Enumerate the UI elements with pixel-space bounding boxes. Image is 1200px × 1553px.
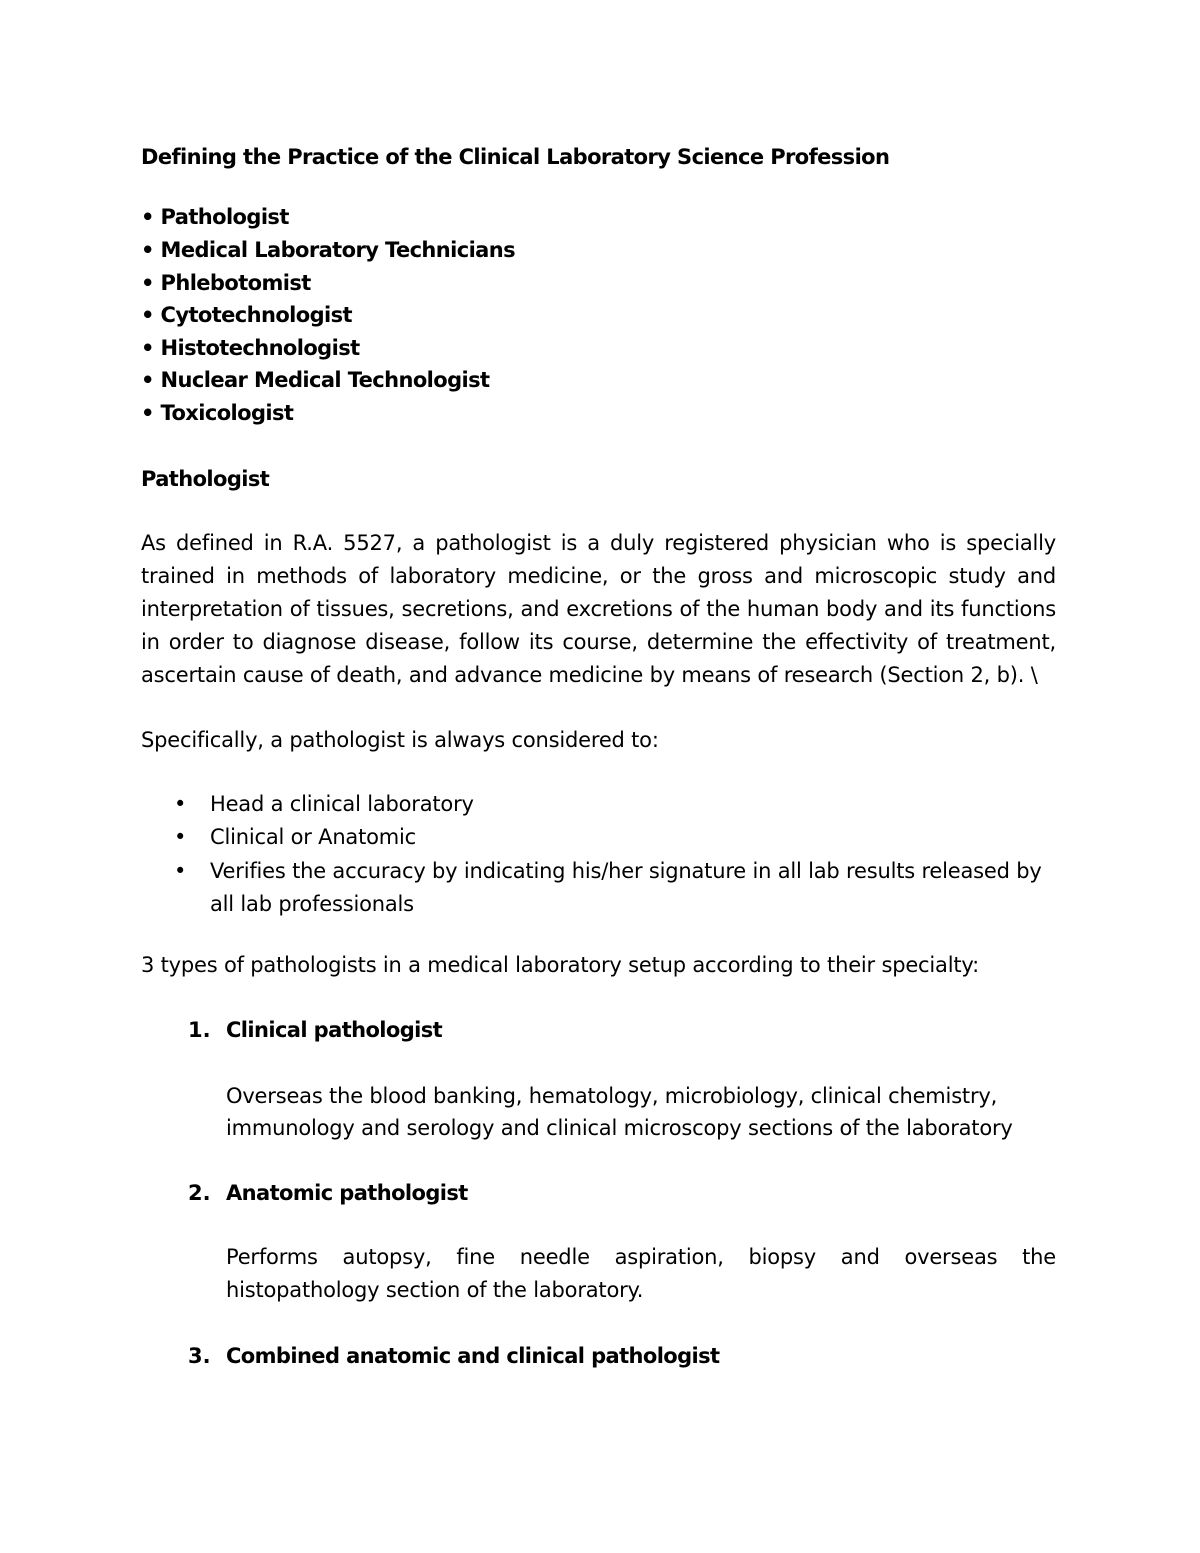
list-number: 3. [188, 1344, 211, 1368]
duty-item: Head a clinical laboratory [210, 792, 474, 816]
paragraph-line: in order to diagnose disease, follow its course, determine the effectivity of treatment, [141, 630, 1056, 654]
paragraph-line: ascertain cause of death, and advance medicine by means of research (Section 2, b). \ [141, 663, 1038, 687]
profession-item: • Pathologist [141, 205, 289, 229]
specifically-intro: Specifically, a pathologist is always considered to: [141, 728, 659, 752]
definition-paragraph [141, 527, 1056, 692]
duty-item: Verifies the accuracy by indicating his/her signature in all lab results released by [210, 859, 1042, 883]
profession-item: • Nuclear Medical Technologist [141, 368, 490, 392]
paragraph-line: trained in methods of laboratory medicine, or the gross and microscopic study and [141, 564, 1056, 588]
list-number: 1. [188, 1018, 211, 1042]
duty-item: Clinical or Anatomic [210, 825, 417, 849]
document-title: Defining the Practice of the Clinical Laboratory Science Profession [141, 145, 890, 169]
type-description-line: Overseas the blood banking, hematology, microbiology, clinical chemistry, [226, 1084, 998, 1108]
type-name: Clinical pathologist [226, 1018, 443, 1042]
bullet-icon: • [141, 303, 154, 327]
section-heading-pathologist: Pathologist [141, 467, 270, 491]
bullet-icon: • [174, 792, 187, 816]
paragraph-line: As defined in R.A. 5527, a pathologist is a duly registered physician who is specially [141, 531, 1056, 555]
duty-item-continued: all lab professionals [210, 892, 414, 916]
types-intro: 3 types of pathologists in a medical laboratory setup according to their specialty: [141, 953, 979, 977]
type-name: Combined anatomic and clinical pathologist [226, 1344, 720, 1368]
profession-item: • Histotechnologist [141, 336, 360, 360]
bullet-icon: • [174, 859, 187, 883]
type-description-line: immunology and serology and clinical microscopy sections of the laboratory [226, 1116, 1013, 1140]
bullet-icon: • [141, 205, 154, 229]
profession-item: • Phlebotomist [141, 271, 311, 295]
profession-item: • Medical Laboratory Technicians [141, 238, 515, 262]
profession-item: • Cytotechnologist [141, 303, 352, 327]
paragraph-line: interpretation of tissues, secretions, and excretions of the human body and its functions [141, 597, 1056, 621]
type-description-line: histopathology section of the laboratory. [226, 1278, 644, 1302]
type-description-line: Performs autopsy, fine needle aspiration, biopsy and overseas the [226, 1245, 1056, 1269]
type-description [226, 1241, 1056, 1307]
bullet-icon: • [141, 271, 154, 295]
bullet-icon: • [141, 238, 154, 262]
list-number: 2. [188, 1181, 211, 1205]
bullet-icon: • [141, 336, 154, 360]
profession-item: • Toxicologist [141, 401, 294, 425]
type-name: Anatomic pathologist [226, 1181, 468, 1205]
bullet-icon: • [141, 368, 154, 392]
bullet-icon: • [141, 401, 154, 425]
bullet-icon: • [174, 825, 187, 849]
